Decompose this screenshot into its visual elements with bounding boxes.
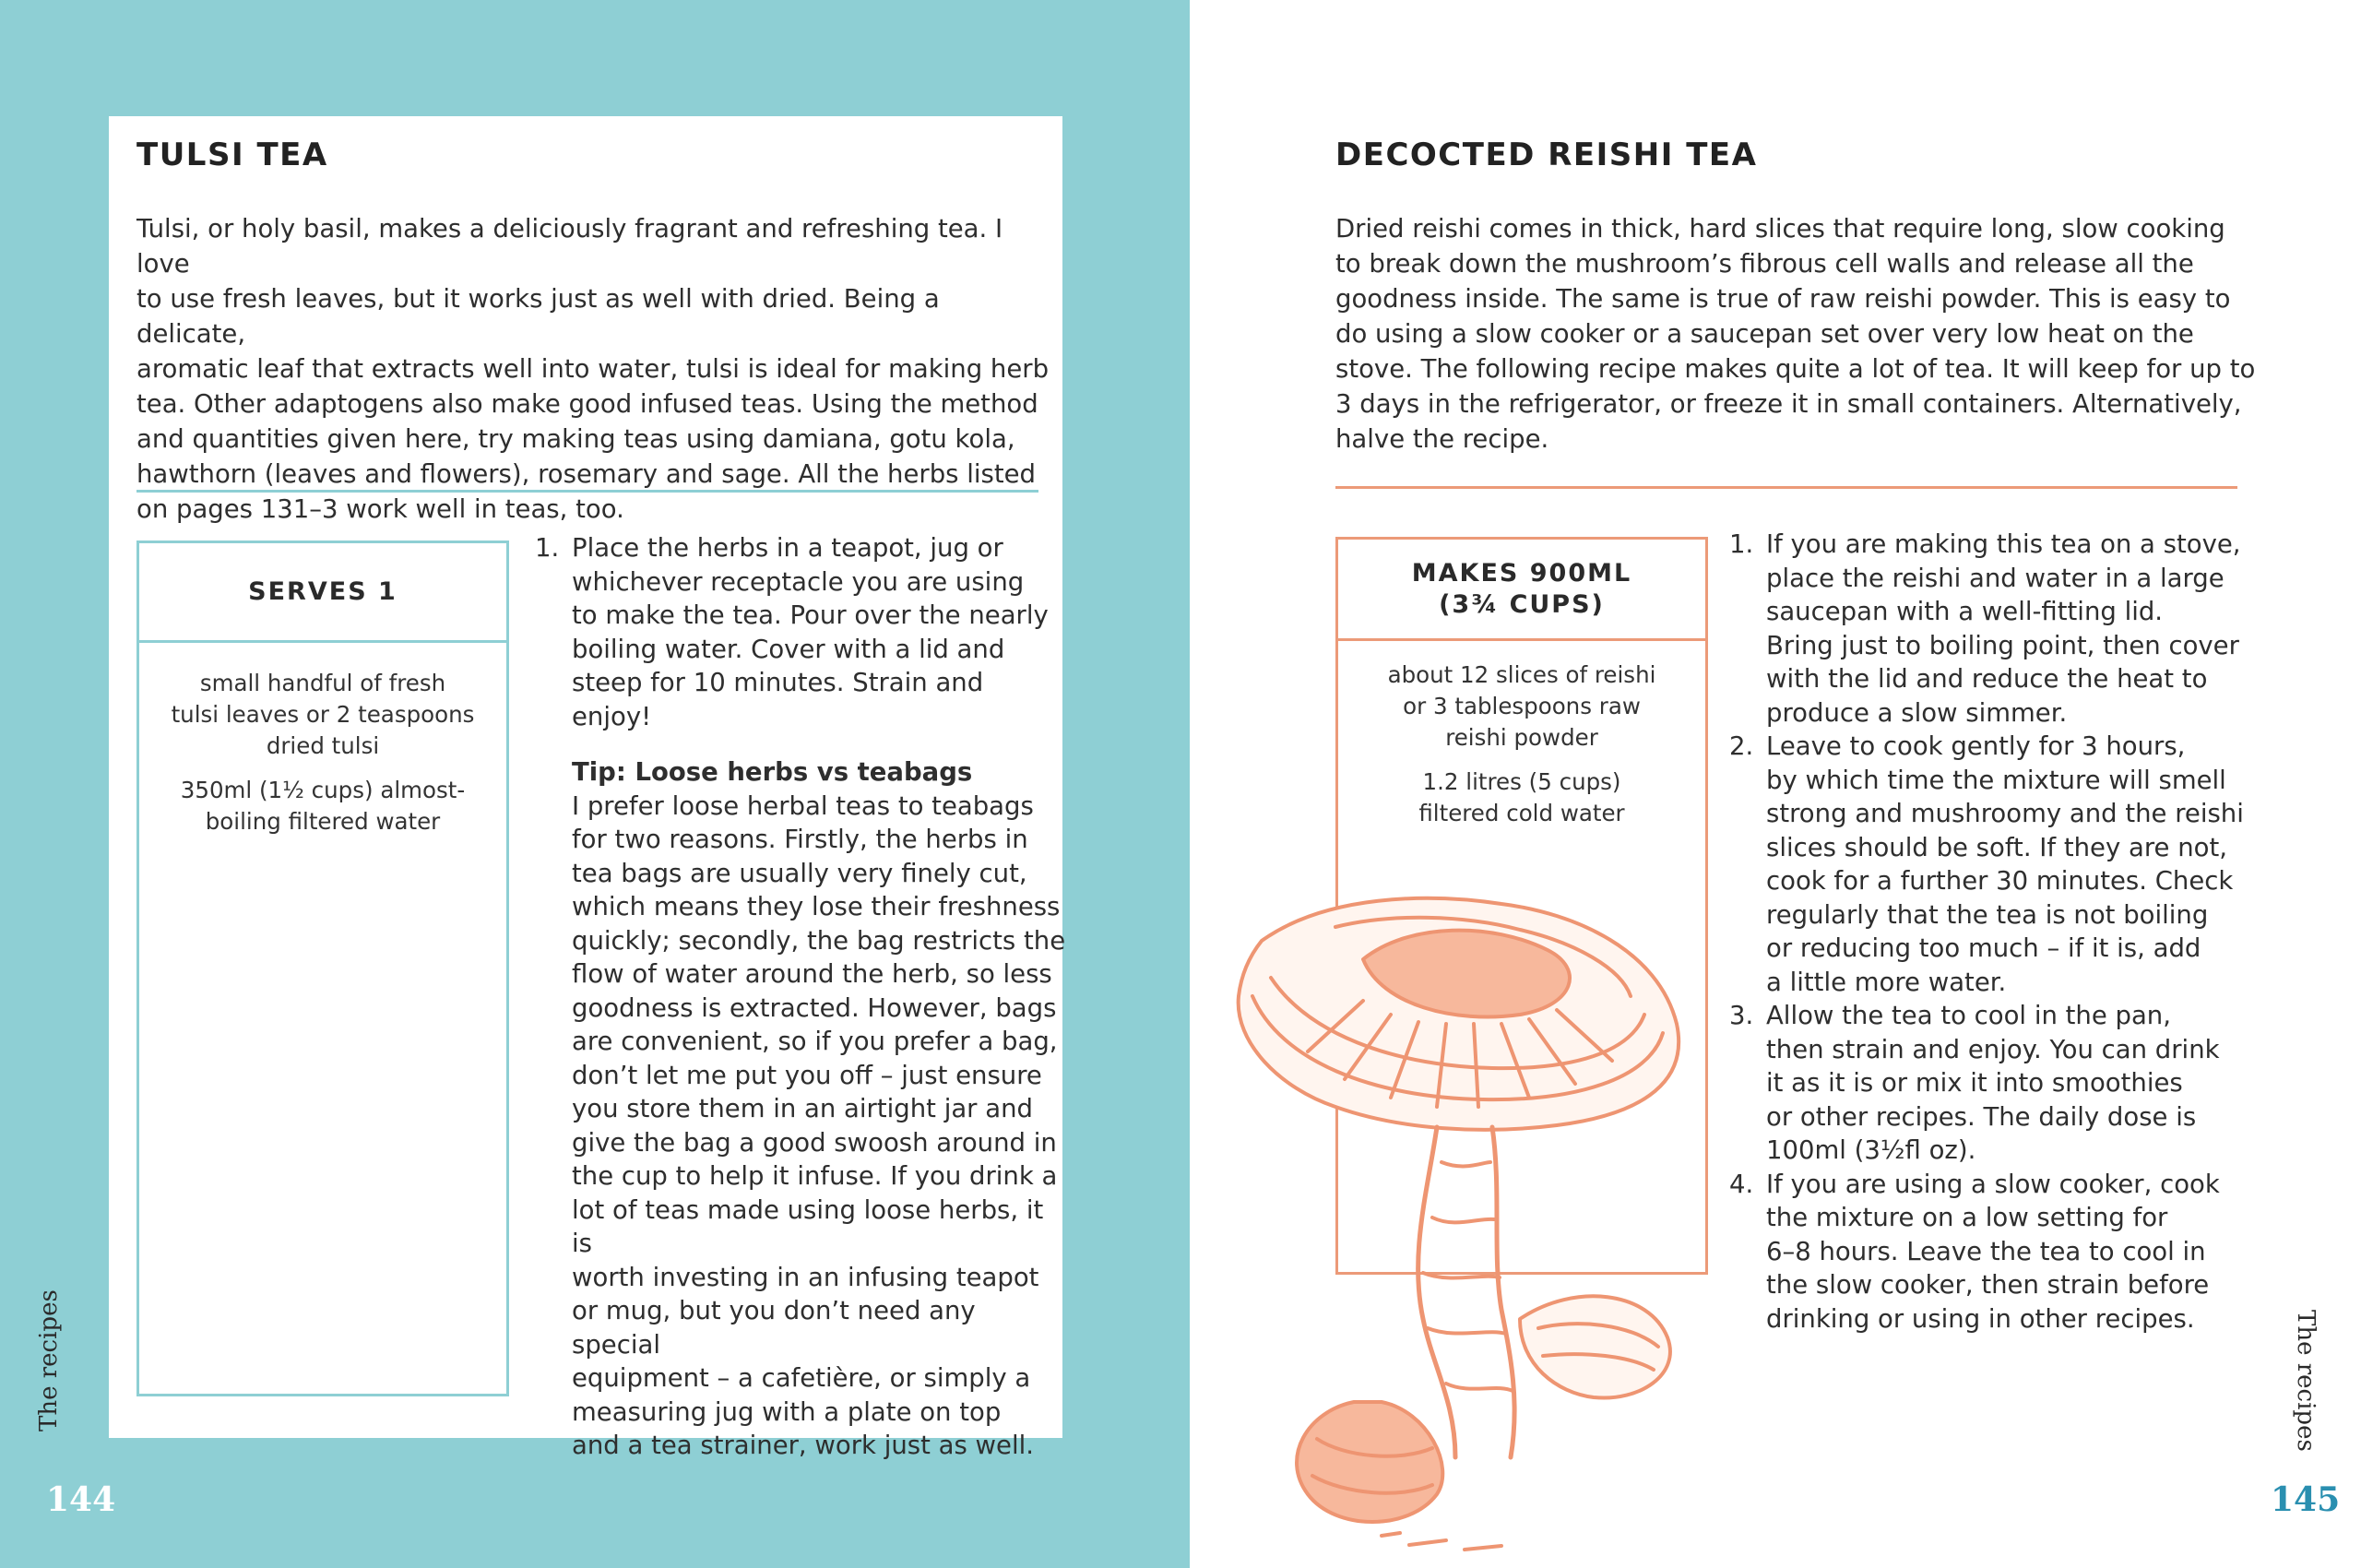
- reishi-method: [1729, 528, 2301, 1336]
- intro-line: halve the recipe.: [1335, 424, 1549, 454]
- makes-line: (3¾ CUPS): [1439, 589, 1605, 619]
- step-line: or other recipes. The daily dose is: [1766, 1101, 2197, 1132]
- step-line: If you are using a slow cooker, cook: [1766, 1169, 2220, 1199]
- section-divider: [1335, 486, 2237, 489]
- intro-line: Dried reishi comes in thick, hard slices that require long, slow cooking: [1335, 214, 2225, 244]
- intro-line: goodness inside. The same is true of raw reishi powder. This is easy to: [1335, 284, 2231, 314]
- ingredient-line: small handful of fresh: [199, 670, 446, 696]
- tip-line: flow of water around the herb, so less: [572, 959, 1052, 989]
- step-line: steep for 10 minutes. Strain and enjoy!: [572, 668, 984, 731]
- step-line: the mixture on a low setting for: [1766, 1203, 2168, 1232]
- ingredient-item: [1357, 766, 1687, 829]
- tip-line: for two reasons. Firstly, the herbs in: [572, 825, 1028, 854]
- page-number-right: 145: [2271, 1480, 2341, 1519]
- step-line: place the reishi and water in a large: [1766, 563, 2225, 593]
- step-number: 2.: [1729, 731, 1754, 761]
- step-line: whichever receptacle you are using: [572, 566, 1025, 597]
- tulsi-recipe-card: [109, 116, 1066, 1460]
- step-line: Allow the tea to cool in the pan,: [1766, 1001, 2171, 1030]
- intro-line: tea. Other adaptogens also make good infused teas. Using the method: [136, 389, 1038, 419]
- serves-label: SERVES 1: [139, 543, 506, 643]
- intro-line: to break down the mushroom’s fibrous cell walls and release all the: [1335, 249, 2194, 279]
- step-line: Place the herbs in a teapot, jug or: [572, 533, 1003, 563]
- intro-line: do using a slow cooker or a saucepan set over very low heat on the: [1335, 319, 2194, 349]
- step-line: cook for a further 30 minutes. Check: [1766, 866, 2234, 896]
- step-line: Bring just to boiling point, then cover: [1766, 630, 2239, 660]
- tulsi-intro: [136, 211, 1050, 527]
- intro-line: hawthorn (leaves and flowers), rosemary and sage. All the herbs listed: [136, 459, 1036, 489]
- step-number: 1.: [1729, 529, 1754, 559]
- step-line: drinking or using in other recipes.: [1766, 1303, 2195, 1334]
- tip-line: you store them in an airtight jar and: [572, 1094, 1033, 1123]
- step-line: by which time the mixture will smell: [1766, 765, 2226, 795]
- ingredient-line: dried tulsi: [266, 732, 380, 759]
- method-step: [535, 531, 1070, 1463]
- tip-line: and a tea strainer, work just as well.: [572, 1431, 1034, 1460]
- tip-line: the cup to help it infuse. If you drink a: [572, 1161, 1058, 1191]
- tulsi-tea-title: TULSI TEA: [136, 137, 328, 173]
- tip-line: equipment – a cafetière, or simply a: [572, 1363, 1031, 1393]
- intro-line: on pages 131–3 work well in teas, too.: [136, 494, 624, 524]
- tip-line: lot of teas made using loose herbs, it is: [572, 1194, 1044, 1258]
- reishi-intro: [1335, 211, 2258, 457]
- tip-title: Tip: Loose herbs vs teabags: [572, 757, 973, 787]
- intro-line: and quantities given here, try making teas using damiana, gotu kola,: [136, 424, 1015, 454]
- step-line: the slow cooker, then strain before: [1766, 1270, 2210, 1300]
- step-line: saucepan with a well-fitting lid.: [1766, 597, 2164, 626]
- ingredients-list: [139, 668, 506, 850]
- reishi-tea-title: DECOCTED REISHI TEA: [1335, 137, 1758, 173]
- step-line: then strain and enjoy. You can drink: [1766, 1034, 2220, 1064]
- reishi-mushroom-illustration: [1225, 885, 1741, 1568]
- step-line: slices should be soft. If they are not,: [1766, 832, 2227, 862]
- ingredient-line: or 3 tablespoons raw: [1403, 693, 1641, 719]
- tip-line: which means they lose their freshness: [572, 892, 1061, 921]
- section-divider: [136, 490, 1038, 493]
- intro-line: to use fresh leaves, but it works just as well with dried. Being a delicate,: [136, 284, 940, 349]
- ingredients-box: [136, 540, 509, 1396]
- ingredient-line: 1.2 litres (5 cups): [1422, 768, 1621, 795]
- intro-line: 3 days in the refrigerator, or freeze it in small containers. Alternatively,: [1335, 389, 2242, 419]
- step-number: 1.: [535, 533, 560, 563]
- method-step: [1729, 730, 2301, 999]
- running-head-left: The recipes: [35, 1289, 63, 1431]
- step-line: strong and mushroomy and the reishi: [1766, 799, 2244, 828]
- tip-line: give the bag a good swoosh around in: [572, 1127, 1057, 1158]
- tip-line: measuring jug with a plate on top: [572, 1396, 1002, 1427]
- step-line: it as it is or mix it into smoothies: [1766, 1068, 2183, 1098]
- tip-line: worth investing in an infusing teapot: [572, 1262, 1039, 1292]
- ingredient-line: about 12 slices of reishi: [1387, 661, 1656, 688]
- step-line: If you are making this tea on a stove,: [1766, 529, 2241, 559]
- step-line: boiling water. Cover with a lid and: [572, 634, 1005, 664]
- method-step: [1729, 528, 2301, 730]
- step-line: or reducing too much – if it is, add: [1766, 933, 2201, 963]
- step-line: 6–8 hours. Leave the tea to cool in: [1766, 1236, 2206, 1266]
- tip-line: I prefer loose herbal teas to teabags: [572, 790, 1034, 821]
- ingredient-item: [158, 775, 488, 837]
- ingredient-line: filtered cold water: [1418, 800, 1625, 826]
- page-number-left: 144: [46, 1480, 116, 1519]
- intro-line: stove. The following recipe makes quite a lot of tea. It will keep for up to: [1335, 354, 2256, 384]
- ingredients-list: [1338, 659, 1705, 842]
- step-number: 3.: [1729, 1001, 1754, 1030]
- method-step: [1729, 999, 2301, 1168]
- tip-line: quickly; secondly, the bag restricts the: [572, 925, 1066, 956]
- tip-line: or mug, but you don’t need any special: [572, 1296, 976, 1360]
- ingredient-line: boiling filtered water: [205, 808, 441, 835]
- step-line: to make the tea. Pour over the nearly: [572, 600, 1049, 630]
- method-step: [1729, 1168, 2301, 1336]
- tip-text: [572, 790, 1070, 1463]
- tip-line: tea bags are usually very finely cut,: [572, 858, 1027, 888]
- step-line: produce a slow simmer.: [1766, 697, 2068, 728]
- ingredient-line: reishi powder: [1445, 724, 1598, 751]
- step-line: 100ml (3½fl oz).: [1766, 1135, 1976, 1165]
- step-line: a little more water.: [1766, 967, 2007, 997]
- makes-label: [1338, 540, 1705, 641]
- tip-line: don’t let me put you off – just ensure: [572, 1060, 1042, 1090]
- tip-line: are convenient, so if you prefer a bag,: [572, 1027, 1058, 1056]
- step-line: Leave to cook gently for 3 hours,: [1766, 731, 2186, 761]
- tip-line: goodness is extracted. However, bags: [572, 992, 1057, 1023]
- ingredient-line: 350ml (1½ cups) almost-: [180, 777, 466, 803]
- ingredient-line: tulsi leaves or 2 teaspoons: [171, 701, 475, 728]
- running-head-right: The recipes: [2292, 1310, 2319, 1452]
- step-number: 4.: [1729, 1169, 1754, 1199]
- makes-line: MAKES 900ML: [1411, 558, 1632, 588]
- ingredient-item: [158, 668, 488, 762]
- step-line: regularly that the tea is not boiling: [1766, 899, 2209, 930]
- intro-line: aromatic leaf that extracts well into water, tulsi is ideal for making herb: [136, 354, 1050, 384]
- step-line: with the lid and reduce the heat to: [1766, 664, 2208, 694]
- tulsi-method: [535, 531, 1070, 1463]
- right-page: [1190, 0, 2361, 1568]
- ingredient-item: [1357, 659, 1687, 754]
- intro-line: Tulsi, or holy basil, makes a deliciously fragrant and refreshing tea. I love: [136, 214, 1003, 279]
